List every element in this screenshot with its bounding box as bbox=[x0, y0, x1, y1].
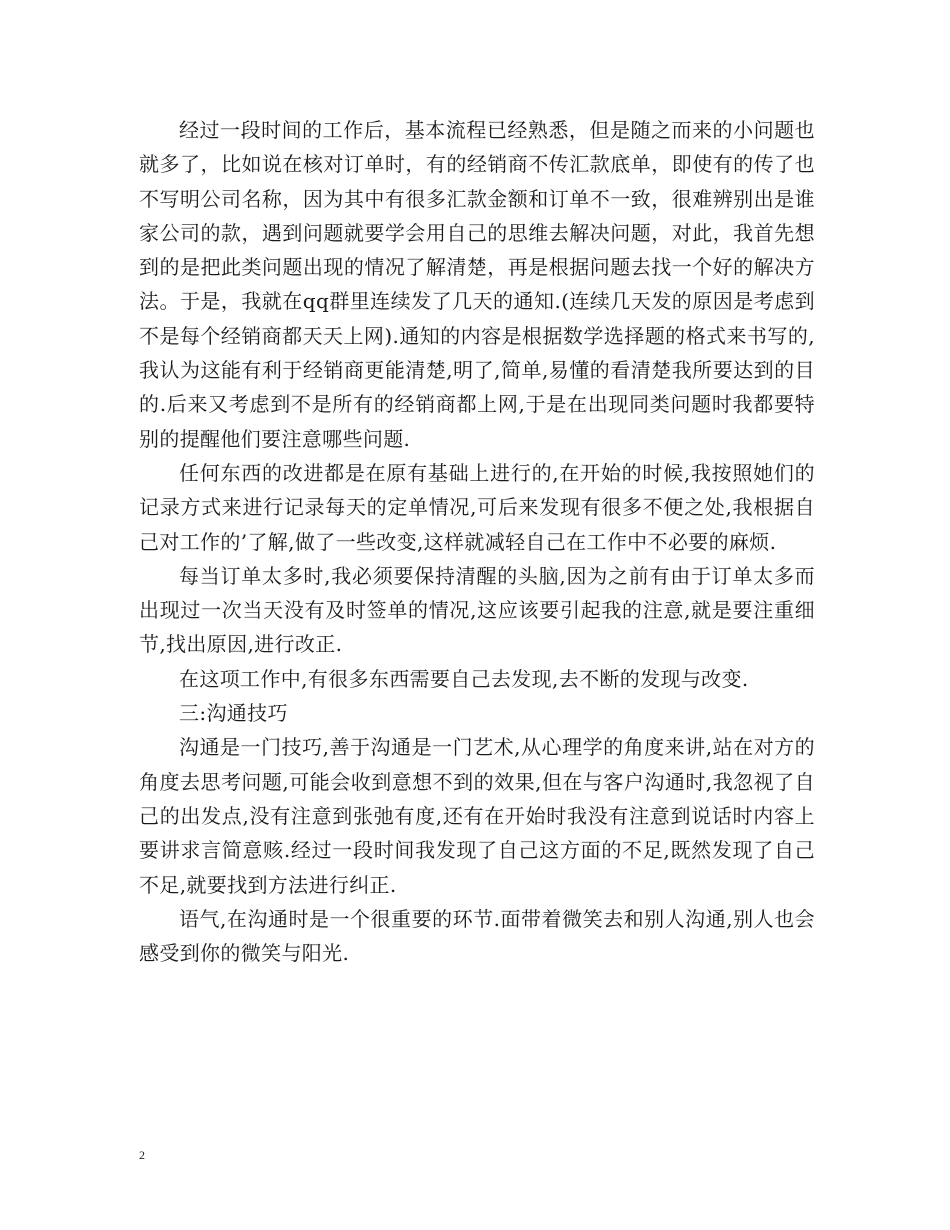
paragraph-3: 每当订单太多时,我必须要保持清醒的头脑,因为之前有由于订单太多而出现过一次当天没有及时签单的情况,这应该要引起我的注意,就是要注重细节,找出原因,进行改正. bbox=[139, 563, 815, 657]
paragraph-4: 在这项工作中,有很多东西需要自己去发现,去不断的发现与改变. bbox=[179, 666, 749, 691]
section-heading: 三:沟通技巧 bbox=[179, 701, 288, 726]
paragraph-1: 经过一段时间的工作后，基本流程已经熟悉，但是随之而来的小问题也就多了，比如说在核对订单时，有的经销商不传汇款底单，即使有的传了也不写明公司名称，因为其中有很多汇款金额和订单不一致，很难辨别出是谁家公司的款，遇到问题就要学会用自己的思维去解决问题，对此，我首先想到的是把此类问题出现的情况了解清楚，再是根据问题去找一个好的解决方法。于是，我就在qq群里连续发了几天的通知.(连续几天发的原因是考虑到不是每个经销商都天天上网).通知的内容是根据数学选择题的格式来书写的,我认为这能有利于经销商更能清楚,明了,简单,易懂的看清楚我所要达到的目的.后来又考虑到不是所有的经销商都上网,于是在出现同类问题时我都要特别的提醒他们要注意哪些问题. bbox=[139, 118, 815, 451]
paragraph-6: 语气,在沟通时是一个很重要的环节.面带着微笑去和别人沟通,别人也会感受到你的微笑与阳光. bbox=[139, 906, 815, 966]
document-body bbox=[139, 113, 815, 970]
paragraph-2: 任何东西的改进都是在原有基础上进行的,在开始的时候,我按照她们的记录方式来进行记录每天的定单情况,可后来发现有很多不便之处,我根据自己对工作的’了解,做了一些改变,这样就减轻自己在工作中不必要的麻烦. bbox=[139, 460, 815, 554]
page-number: 2 bbox=[139, 1148, 145, 1162]
paragraph-5: 沟通是一门技巧,善于沟通是一门艺术,从心理学的角度来讲,站在对方的角度去思考问题,可能会收到意想不到的效果,但在与客户沟通时,我忽视了自己的出发点,没有注意到张弛有度,还有在开始时我没有注意到说话时内容上要讲求言简意赅.经过一段时间我发现了自己这方面的不足,既然发现了自己不足,就要找到方法进行纠正. bbox=[139, 735, 815, 897]
